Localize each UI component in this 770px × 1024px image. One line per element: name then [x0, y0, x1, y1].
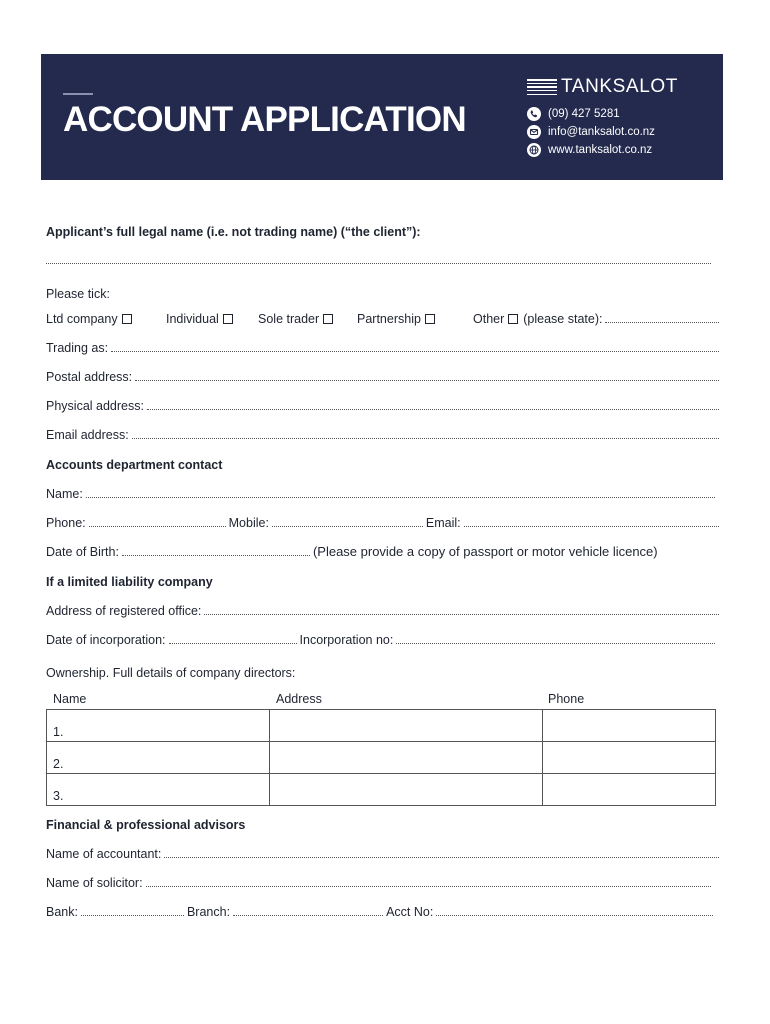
bank-label: Bank:	[46, 905, 78, 919]
checkbox-icon[interactable]	[323, 314, 333, 324]
physical-address-label: Physical address:	[46, 399, 144, 413]
director-name-cell[interactable]: 3.	[47, 774, 270, 806]
dob-field[interactable]	[122, 554, 310, 556]
email-address-row	[46, 424, 722, 442]
email-address: info@tanksalot.co.nz	[548, 126, 655, 138]
checkbox-icon[interactable]	[122, 314, 132, 324]
branch-label: Branch:	[186, 905, 231, 919]
director-phone-cell[interactable]	[543, 774, 716, 806]
checkbox-ltd-company[interactable]: Ltd company	[46, 312, 166, 326]
reg-office-label: Address of registered office:	[46, 604, 202, 618]
checkbox-partnership[interactable]: Partnership	[357, 312, 473, 326]
mobile-field[interactable]	[272, 525, 423, 527]
solicitor-label: Name of solicitor:	[46, 876, 143, 890]
director-address-cell[interactable]	[270, 774, 543, 806]
trading-as-field[interactable]	[111, 350, 719, 352]
contact-name-label: Name:	[46, 487, 83, 501]
table-header-name: Name	[53, 692, 87, 706]
ltd-heading-row	[46, 571, 722, 589]
header-banner	[41, 54, 723, 180]
dob-note: (Please provide a copy of passport or motor vehicle licence)	[312, 544, 658, 559]
director-address-cell[interactable]	[270, 710, 543, 742]
table-row	[47, 742, 716, 774]
page-title: ACCOUNT APPLICATION	[63, 100, 466, 139]
trading-as-label: Trading as:	[46, 341, 109, 355]
email-label: Email:	[425, 516, 461, 530]
dob-label: Date of Birth:	[46, 545, 119, 559]
please-tick-row	[46, 283, 722, 301]
table-header-address: Address	[276, 692, 322, 706]
logo-lines-icon	[527, 79, 557, 95]
other-suffix: (please state):	[523, 312, 603, 326]
email-address-label: Email address:	[46, 428, 129, 442]
postal-address-label: Postal address:	[46, 370, 133, 384]
website-url: www.tanksalot.co.nz	[548, 144, 653, 156]
advisors-heading: Financial & professional advisors	[46, 818, 246, 832]
contact-phone	[527, 106, 620, 122]
email-address-field[interactable]	[132, 437, 719, 439]
accounts-heading-row	[46, 454, 722, 472]
other-field[interactable]	[605, 321, 719, 323]
inc-date-field[interactable]	[169, 642, 297, 644]
director-phone-cell[interactable]	[543, 742, 716, 774]
table-header-phone: Phone	[548, 692, 585, 706]
directors-table	[46, 709, 716, 806]
incorporation-row	[46, 629, 718, 647]
checkbox-icon[interactable]	[508, 314, 518, 324]
contact-phone-row	[46, 512, 722, 530]
accounts-heading: Accounts department contact	[46, 458, 223, 472]
director-phone-cell[interactable]	[543, 710, 716, 742]
advisors-heading-row	[46, 814, 722, 832]
entity-type-row	[46, 308, 722, 326]
checkbox-individual[interactable]: Individual	[166, 312, 258, 326]
phone-number: (09) 427 5281	[548, 108, 620, 120]
solicitor-field[interactable]	[146, 885, 711, 887]
contact-website	[527, 142, 652, 158]
contact-email	[527, 124, 655, 140]
please-tick-label: Please tick:	[46, 287, 110, 301]
inc-no-field[interactable]	[396, 642, 715, 644]
table-row	[47, 774, 716, 806]
ltd-heading: If a limited liability company	[46, 575, 213, 589]
mobile-label: Mobile:	[228, 516, 269, 530]
globe-icon	[527, 143, 541, 157]
postal-address-row	[46, 366, 722, 384]
contact-name-row	[46, 483, 718, 501]
contact-name-field[interactable]	[86, 496, 715, 498]
reg-office-field[interactable]	[204, 613, 719, 615]
brand-name: TANKSALOT	[561, 76, 678, 97]
physical-address-field[interactable]	[147, 408, 719, 410]
ownership-label: Ownership. Full details of company directors:	[46, 666, 296, 680]
checkbox-sole-trader[interactable]: Sole trader	[258, 312, 357, 326]
director-name-cell[interactable]: 1.	[47, 710, 270, 742]
accountant-label: Name of accountant:	[46, 847, 162, 861]
accountant-field[interactable]	[164, 856, 719, 858]
accountant-row	[46, 843, 722, 861]
bank-row	[46, 901, 716, 919]
director-address-cell[interactable]	[270, 742, 543, 774]
physical-address-row	[46, 395, 722, 413]
branch-field[interactable]	[233, 914, 383, 916]
checkbox-icon[interactable]	[223, 314, 233, 324]
inc-date-label: Date of incorporation:	[46, 633, 166, 647]
postal-address-field[interactable]	[135, 379, 719, 381]
bank-field[interactable]	[81, 914, 184, 916]
contact-phone-field[interactable]	[89, 525, 226, 527]
title-accent-line	[63, 93, 93, 95]
phone-icon	[527, 107, 541, 121]
ownership-row	[46, 662, 722, 680]
director-name-cell[interactable]: 2.	[47, 742, 270, 774]
solicitor-row	[46, 872, 714, 890]
brand-logo	[527, 76, 678, 98]
applicant-label-row	[46, 221, 722, 239]
acct-no-field[interactable]	[436, 914, 713, 916]
reg-office-row	[46, 600, 722, 618]
email-icon	[527, 125, 541, 139]
contact-phone-label: Phone:	[46, 516, 86, 530]
checkbox-icon[interactable]	[425, 314, 435, 324]
applicant-name-field[interactable]	[46, 249, 714, 267]
table-row	[47, 710, 716, 742]
trading-as-row	[46, 337, 722, 355]
acct-no-label: Acct No:	[386, 905, 434, 919]
dob-row	[46, 541, 722, 559]
checkbox-other[interactable]: Other	[473, 312, 518, 326]
email-field[interactable]	[464, 525, 719, 527]
inc-no-label: Incorporation no:	[299, 633, 394, 647]
applicant-label: Applicant’s full legal name (i.e. not trading name) (“the client”):	[46, 225, 421, 239]
